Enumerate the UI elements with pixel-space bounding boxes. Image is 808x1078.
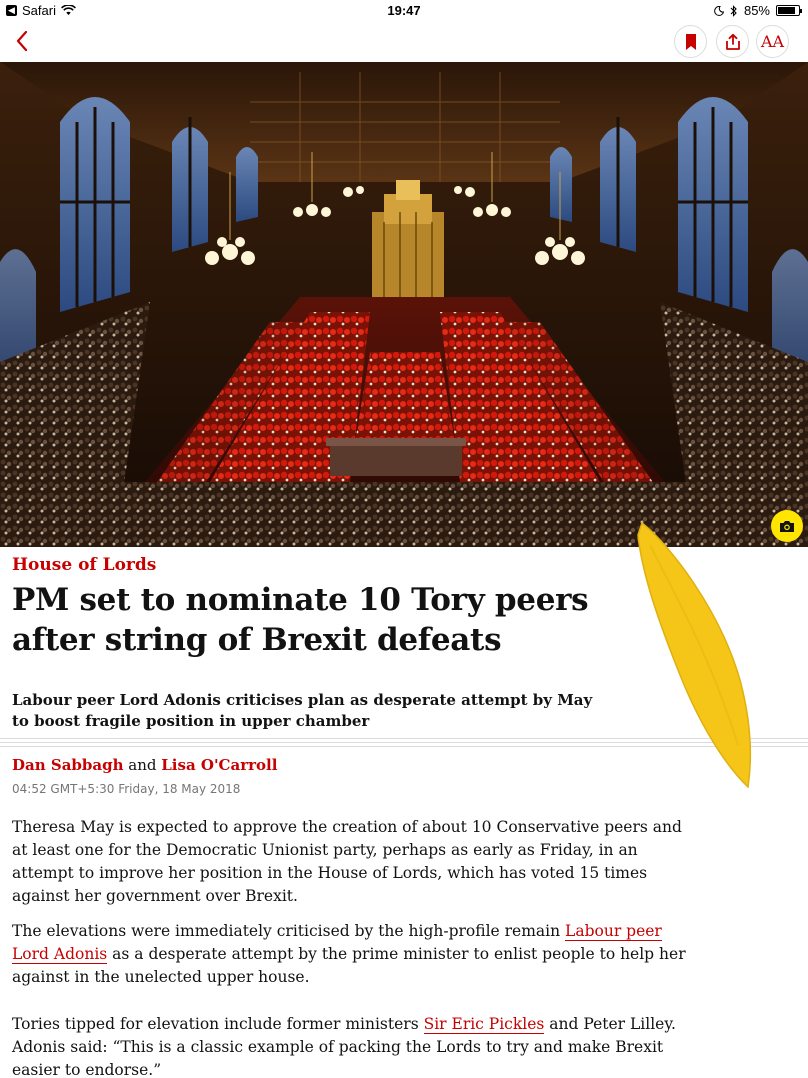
share-button[interactable] [716,25,749,58]
article-standfirst: Labour peer Lord Adonis criticises plan as desperate attempt by May to boost fragile position in upper chamber [12,691,593,730]
bluetooth-icon [730,5,738,17]
camera-icon [779,520,795,533]
back-button[interactable] [10,26,36,56]
author-link-lisa-ocarroll[interactable]: Lisa O'Carroll [161,756,278,774]
text-size-button[interactable] [756,25,789,58]
author-link-dan-sabbagh[interactable]: Dan Sabbagh [12,756,124,774]
status-bar [0,0,808,22]
bookmark-icon [684,33,698,51]
article-toolbar [0,22,808,62]
body-paragraph-1: Theresa May is expected to approve the creation of about 10 Conservative peers and at least one for the Democratic Unionist party, perhaps as early as Friday, in an attempt to improve her position in the House of Lords, which has voted 15 times against her government over Brexit. [12,818,682,905]
hero-image-illustration [0,62,808,547]
p2-text-a: The elevations were immediately criticised by the high-profile remain [12,922,566,940]
p3-text-a: Tories tipped for elevation include former ministers [12,1015,424,1033]
body-paragraph-2 [12,920,702,989]
section-kicker[interactable]: House of Lords [12,555,157,575]
p2-text-b: as a desperate attempt by the prime minister to enlist people to help her against in the unelected upper house. [12,945,686,986]
moon-icon [714,6,724,16]
divider-rules [0,738,808,747]
article-headline: PM set to nominate 10 Tory peers after string of Brexit defeats [12,582,589,658]
text-size-label: AA [760,32,785,51]
status-time: 19:47 [387,3,421,18]
byline [12,756,277,774]
back-app-label[interactable]: Safari [22,3,56,18]
bookmark-button[interactable] [674,25,707,58]
battery-level [778,7,795,14]
battery-percent: 85% [743,3,770,18]
share-icon [724,33,742,51]
byline-and: and [123,756,162,774]
back-chevron-icon [10,26,36,56]
link-labour-peer-lord-adonis[interactable]: Labour peer Lord Adonis [12,922,662,963]
link-sir-eric-pickles[interactable]: Sir Eric Pickles [423,1015,545,1033]
camera-button[interactable] [771,510,803,542]
body-paragraph-3 [12,1013,702,1078]
safari-back-icon[interactable]: ◀ [6,5,17,16]
publication-date: 04:52 GMT+5:30 Friday, 18 May 2018 [12,782,241,796]
p3-text-b: and Peter Lilley. Adonis said: “This is a classic example of packing the Lords to try and make Brexit easier to endorse.” [12,1015,676,1078]
battery-icon [776,5,800,16]
status-right [714,3,800,18]
hero-image-house-of-lords [0,62,808,547]
